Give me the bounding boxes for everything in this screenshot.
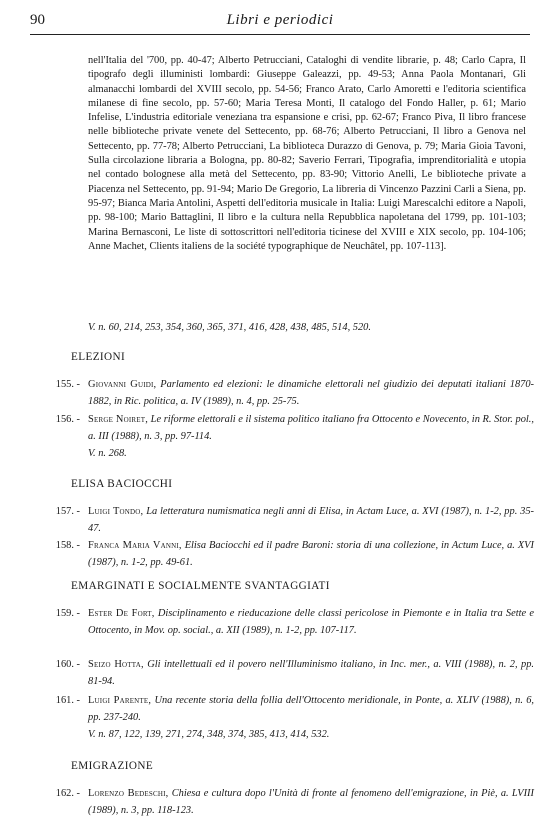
entry-body — [88, 656, 534, 690]
entry-author: Giovanni Guidi, — [88, 379, 157, 390]
entry-body — [88, 605, 534, 639]
entry-author: Serge Noiret, — [88, 414, 149, 425]
entry-number: 162. - — [55, 788, 80, 799]
entry-author: Luigi Parente, — [88, 695, 152, 706]
entry-author: Luigi Tondo, — [88, 506, 144, 517]
entry-body — [88, 785, 534, 819]
entry-text: Elisa Baciocchi ed il padre Baroni: storia di una collezione, in Actum Luce, a. XVI (1987), n. 1-2, pp. 49-61. — [88, 540, 534, 568]
entry-body — [88, 411, 534, 445]
section-heading-emigrazione: EMIGRAZIONE — [71, 760, 154, 772]
running-title: Libri e periodici — [226, 12, 334, 28]
elezioni-see-also: V. n. 268. — [88, 448, 127, 459]
entry-body — [88, 692, 534, 726]
entry-text: Una recente storia della follia dell'Ottocento meridionale, in Ponte, a. XLIV (1988), n. 6, pp. 237-240. — [88, 695, 534, 723]
entry-number: 157. - — [55, 506, 80, 517]
header-rule — [30, 34, 530, 35]
entry-body — [88, 376, 534, 410]
entry-number: 158. - — [55, 540, 80, 551]
entry-text: Disciplinamento e rieducazione delle classi pericolose in Piemonte e in Italia tra Sette e Ottocento, in Mov. op. social., a. XII (1989), n. 1-2, pp. 107-117. — [88, 608, 534, 636]
entry-number: 156. - — [55, 414, 80, 425]
entry-number: 155. - — [55, 379, 80, 390]
entry-text: Chiesa e cultura dopo l'Unità di fronte al fenomeno dell'emigrazione, in Piè, a. LVIII (1989), n. 3, pp. 118-123. — [88, 788, 534, 816]
page-number: 90 — [30, 12, 45, 28]
entry-text: Gli intellettuali ed il povero nell'Illuminismo italiano, in Inc. mer., a. VIII (1988), n. 2, pp. 81-94. — [88, 659, 534, 687]
page-header — [30, 12, 530, 34]
entry-text: Le riforme elettorali e il sistema politico italiano fra Ottocento e Novecento, in R. Stor. pol., a. III (1988), n. 3, pp. 97-114. — [88, 414, 534, 442]
entry-author: Franca Maria Vanni, — [88, 540, 182, 551]
entry-number: 161. - — [55, 695, 80, 706]
intro-paragraph: nell'Italia del '700, pp. 40-47; Alberto Petrucciani, Cataloghi di vendite librarie, p. 48; Carlo Capra, Il tipografo degli illuministi lombardi: Giuseppe Galeazzi, pp. 49-53; Anna Paola Montanari, Gli almanacchi lombardi del XVIII secolo, pp. 54-56; Franco Arato, Carlo Amoretti e l'editoria scientifica milanese di fine secolo, pp. 57-60; Maria Teresa Monti, Il catalogo del Fondo Haller, p. 61; Mario Infelise, L'industria editoriale veneziana tra espansione e crisi, pp. 62-67; Franco Piva, Il libro francese nelle biblioteche private venete del Settecento, pp. 68-76; Alberto Petrucciani, Il libro a Genova nel Settecento, pp. 77-78; Alberto Petrucciani, La biblioteca Durazzo di Genova, p. 79; Maria Gioia Tavoni, Sulla circolazione libraria a Bologna, pp. 80-82; Saverio Ferrari, Tipografia, imprenditorialità e utopia nel contado bolognese alla metà del Settecento, pp. 83-90; Vittorio Anelli, Le biblioteche private a Piacenza nel Settecento, pp. 91-94; Mario De Gregorio, La libreria di Vincenzo Pazzini Carli a Siena, pp. 95-97; Bianca Maria Antolini, Aspetti dell'editoria musicale in Italia: Luigi Marescalchi editore a Napoli, pp. 98-100; Mario Battaglini, Il libro e la cultura nella Repubblica napoletana del 1799, pp. 101-103; Marina Bernasconi, Le liste di sottoscrittori nell'editoria ticinese del XVIII e XIX secolo, pp. 104-106; Anne Machet, Clients italiens de la société typographique de Neuchâtel, pp. 107-113]. — [88, 55, 526, 252]
entry-author: Seizo Hotta, — [88, 659, 144, 670]
entry-number: 160. - — [55, 659, 80, 670]
section-heading-elezioni: ELEZIONI — [71, 351, 126, 363]
entry-text: Parlamento ed elezioni: le dinamiche elettorali nel giudizio dei deputati italiani 1870-1882, in Ric. politica, a. IV (1989), n. 4, pp. 25-75. — [88, 379, 534, 407]
entry-author: Lorenzo Bedeschi, — [88, 788, 169, 799]
intro-see-also: V. n. 60, 214, 253, 354, 360, 365, 371, 416, 428, 438, 485, 514, 520. — [88, 322, 371, 333]
entry-author: Ester De Fort, — [88, 608, 155, 619]
section-heading-elisa-baciocchi: ELISA BACIOCCHI — [71, 478, 173, 490]
emarginati-see-also: V. n. 87, 122, 139, 271, 274, 348, 374, 385, 413, 414, 532. — [88, 729, 330, 740]
entry-body — [88, 503, 534, 537]
entry-number: 159. - — [55, 608, 80, 619]
entry-body — [88, 537, 534, 571]
entry-text: La letteratura numismatica negli anni di Elisa, in Actam Luce, a. XVI (1987), n. 1-2, pp. 35-47. — [88, 506, 534, 534]
section-heading-emarginati: EMARGINATI E SOCIALMENTE SVANTAGGIATI — [71, 580, 330, 592]
